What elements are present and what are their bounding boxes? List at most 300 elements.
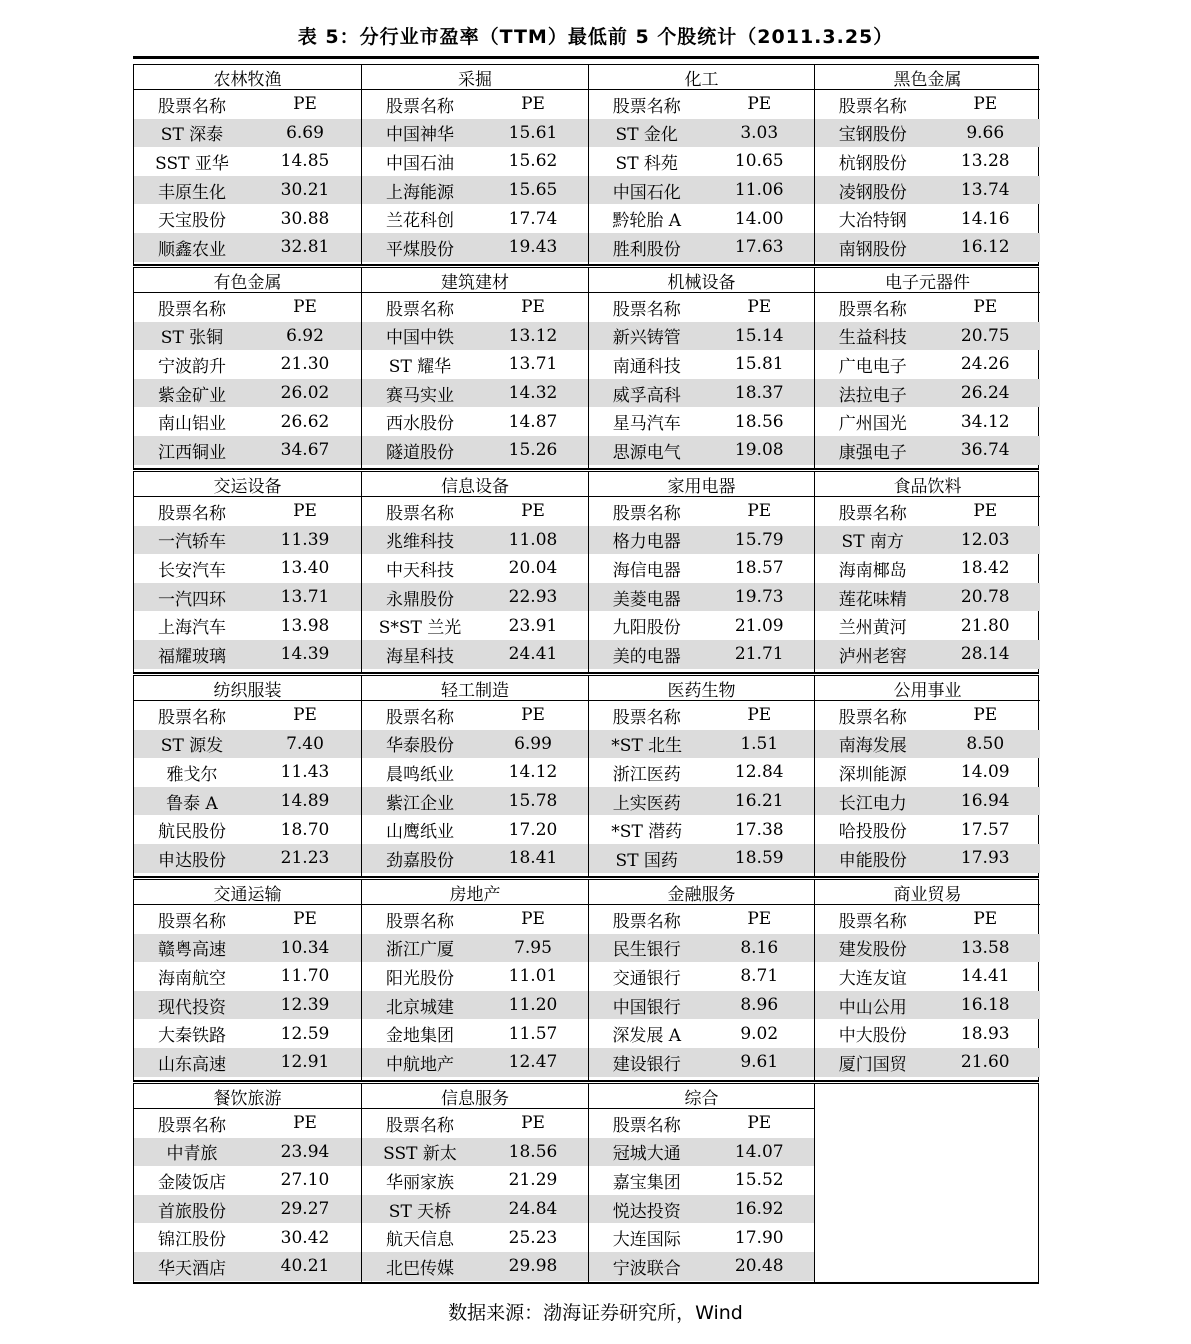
pe-value: 11.08: [508, 529, 558, 550]
pe-value: 11.39: [280, 529, 330, 550]
pe-value: 18.70: [280, 819, 330, 840]
pe-value: 12.84: [734, 762, 784, 783]
table-row: [815, 407, 1040, 436]
stock-name: 江西铜业: [158, 442, 226, 463]
stock-name: 哈投股份: [838, 822, 907, 843]
stock-name-header: 股票名称: [838, 503, 907, 524]
pe-header: PE: [747, 501, 772, 522]
table-row: [362, 233, 588, 262]
stock-name: 南通科技: [612, 356, 681, 377]
pe-value: 18.56: [734, 411, 784, 432]
table-row: [589, 991, 814, 1020]
column-header-row: [134, 905, 361, 934]
industry-panel: [588, 1084, 814, 1282]
stock-name: 中天科技: [386, 560, 454, 581]
stock-name: 永鼎股份: [386, 589, 454, 610]
pe-value: 18.37: [734, 383, 784, 404]
pe-value: 21.80: [960, 615, 1010, 636]
stock-name: SST 亚华: [155, 153, 229, 174]
pe-value: 18.41: [508, 848, 558, 869]
pe-value: 16.92: [734, 1199, 784, 1220]
stock-name: 大秦铁路: [158, 1026, 226, 1047]
stock-name: 晨鸣纸业: [386, 764, 454, 785]
table-row: [362, 119, 588, 148]
pe-value: 17.90: [734, 1227, 784, 1248]
pe-value: 14.32: [508, 383, 558, 404]
table-row: [815, 934, 1040, 963]
table-row: [362, 436, 588, 465]
table-row: [134, 1195, 361, 1224]
stock-name: 首旅股份: [158, 1201, 226, 1222]
table-row: [134, 815, 361, 844]
stock-name: 天宝股份: [158, 211, 226, 232]
industry-panel: [134, 65, 361, 264]
table-row: [134, 204, 361, 233]
table-title: 表 5：分行业市盈率（TTM）最低前 5 个股统计（2011.3.25）: [297, 26, 894, 48]
stock-name: 冠城大通: [612, 1144, 681, 1165]
stock-name: 泸州老窖: [838, 646, 907, 667]
stock-name: 金陵饭店: [158, 1172, 226, 1193]
stock-name-header: 股票名称: [612, 1115, 681, 1136]
pe-table: [133, 64, 1039, 1284]
pe-value: 15.65: [508, 180, 558, 201]
stock-name: 南山铝业: [158, 414, 226, 435]
table-row: [815, 611, 1040, 640]
industry-name: 采掘: [362, 65, 588, 90]
stock-name: 大冶特钢: [838, 211, 907, 232]
column-header-row: [589, 293, 814, 322]
stock-name-header: 股票名称: [386, 299, 454, 320]
stock-name: S*ST 兰光: [378, 618, 462, 639]
industry-panel: [588, 65, 814, 264]
pe-value: 34.12: [960, 411, 1010, 432]
pe-value: 18.57: [734, 558, 784, 579]
pe-value: 3.03: [740, 122, 779, 143]
stock-name-header: 股票名称: [158, 1115, 226, 1136]
stock-name: 凌钢股份: [838, 182, 907, 203]
table-row: [362, 1166, 588, 1195]
stock-name: 现代投资: [158, 997, 226, 1018]
stock-name: 锦江股份: [158, 1230, 226, 1251]
table-row: [589, 1138, 814, 1167]
industry-panel: [361, 676, 588, 876]
pe-header: PE: [747, 705, 772, 726]
stock-name: 建设银行: [612, 1054, 681, 1075]
stock-name: 美菱电器: [612, 589, 681, 610]
table-row: [134, 1019, 361, 1048]
table-row: [589, 204, 814, 233]
table-row: [362, 350, 588, 379]
pe-value: 14.39: [280, 644, 330, 665]
pe-value: 12.39: [280, 995, 330, 1016]
column-header-row: [589, 1109, 814, 1138]
pe-value: 19.08: [734, 440, 784, 461]
stock-name: ST 南方: [841, 532, 904, 553]
table-row: [134, 436, 361, 465]
stock-name: 浙江医药: [612, 764, 681, 785]
pe-value: 18.59: [734, 848, 784, 869]
industry-name: 餐饮旅游: [134, 1084, 361, 1109]
industry-panel: [814, 472, 1040, 672]
stock-name: 深发展 A: [612, 1026, 682, 1047]
pe-value: 11.70: [280, 966, 330, 987]
table-row: [815, 962, 1040, 991]
column-header-row: [362, 701, 588, 730]
table-row: [362, 554, 588, 583]
industry-name: 化工: [589, 65, 814, 90]
pe-header: PE: [293, 705, 317, 726]
table-row: [815, 436, 1040, 465]
pe-value: 13.40: [280, 558, 330, 579]
stock-name: SST 新太: [383, 1144, 457, 1165]
stock-name: 新兴铸管: [612, 328, 681, 349]
pe-value: 30.42: [280, 1227, 330, 1248]
table-row: [362, 526, 588, 555]
table-row: [815, 583, 1040, 612]
column-header-row: [134, 701, 361, 730]
stock-name: 法拉电子: [838, 385, 907, 406]
table-row: [362, 962, 588, 991]
pe-value: 15.61: [508, 122, 558, 143]
stock-name-header: 股票名称: [838, 299, 907, 320]
table-row: [589, 554, 814, 583]
column-header-row: [134, 90, 361, 119]
stock-name: 航天信息: [386, 1230, 454, 1251]
table-row: [134, 1166, 361, 1195]
stock-name-header: 股票名称: [158, 707, 226, 728]
table-row: [815, 379, 1040, 408]
table-row: [589, 119, 814, 148]
stock-name: 广州国光: [838, 414, 907, 435]
stock-name: 上实医药: [612, 793, 681, 814]
pe-value: 17.93: [960, 848, 1010, 869]
stock-name: 北京城建: [386, 997, 454, 1018]
stock-name: 浙江广厦: [386, 940, 454, 961]
stock-name: 北巴传媒: [386, 1258, 454, 1279]
stock-name: 格力电器: [612, 532, 681, 553]
stock-name: 宁波韵升: [158, 356, 226, 377]
table-row: [134, 611, 361, 640]
pe-value: 10.65: [734, 151, 784, 172]
table-row: [134, 583, 361, 612]
table-row: [589, 844, 814, 873]
table-row: [589, 407, 814, 436]
stock-name: 胜利股份: [612, 239, 681, 260]
stock-name: ST 源发: [160, 736, 224, 757]
pe-value: 21.30: [280, 354, 330, 375]
industry-name: 纺织服装: [134, 676, 361, 701]
pe-value: 13.12: [508, 325, 558, 346]
pe-value: 29.27: [280, 1199, 330, 1220]
pe-value: 22.93: [508, 587, 558, 608]
pe-value: 29.98: [508, 1256, 558, 1277]
stock-name: 顺鑫农业: [158, 239, 226, 260]
stock-name-header: 股票名称: [158, 503, 226, 524]
table-row: [589, 1223, 814, 1252]
pe-value: 7.40: [286, 733, 324, 754]
table-row: [362, 1223, 588, 1252]
table-row: [134, 758, 361, 787]
pe-value: 24.41: [508, 644, 558, 665]
table-row: [815, 1048, 1040, 1077]
stock-name: 鲁泰 A: [166, 793, 218, 814]
industry-name: 电子元器件: [815, 268, 1040, 293]
pe-value: 17.74: [508, 208, 558, 229]
pe-value: 36.74: [960, 440, 1010, 461]
pe-value: 14.16: [960, 208, 1010, 229]
table-row: [134, 233, 361, 262]
table-row: [362, 611, 588, 640]
stock-name: 海南椰岛: [838, 560, 907, 581]
stock-name: 宁波联合: [612, 1258, 681, 1279]
pe-value: 18.42: [960, 558, 1010, 579]
pe-value: 12.59: [280, 1023, 330, 1044]
pe-value: 15.78: [508, 791, 558, 812]
pe-header: PE: [521, 705, 545, 726]
pe-value: 30.21: [280, 180, 330, 201]
table-row: [589, 611, 814, 640]
stock-name: 中大股份: [838, 1026, 907, 1047]
industry-panel: [134, 1084, 361, 1282]
table-row: [362, 730, 588, 759]
table-row: [134, 119, 361, 148]
stock-name: 兆维科技: [386, 532, 454, 553]
pe-value: 1.51: [740, 733, 779, 754]
table-row: [815, 554, 1040, 583]
stock-name-header: 股票名称: [612, 707, 681, 728]
pe-header: PE: [973, 909, 998, 930]
pe-value: 32.81: [280, 237, 330, 258]
column-header-row: [815, 293, 1040, 322]
table-row: [362, 844, 588, 873]
industry-panel: [814, 676, 1040, 876]
pe-value: 23.94: [280, 1141, 330, 1162]
stock-name: 西水股份: [386, 414, 454, 435]
pe-value: 6.69: [286, 122, 324, 143]
table-row: [815, 322, 1040, 351]
industry-block: [133, 880, 1039, 1080]
table-row: [589, 233, 814, 262]
industry-panel: [814, 1084, 1040, 1282]
column-header-row: [362, 90, 588, 119]
stock-name: *ST 潜药: [611, 822, 683, 843]
table-row: [134, 176, 361, 205]
table-row: [362, 640, 588, 669]
table-row: [589, 1019, 814, 1048]
stock-name: 海星科技: [386, 646, 454, 667]
pe-value: 16.94: [960, 791, 1010, 812]
industry-name: 家用电器: [589, 472, 814, 497]
stock-name: 厦门国贸: [838, 1054, 907, 1075]
industry-name: 公用事业: [815, 676, 1040, 701]
industry-block: [133, 64, 1039, 264]
pe-value: 15.26: [508, 440, 558, 461]
pe-value: 10.34: [280, 937, 330, 958]
table-row: [815, 204, 1040, 233]
pe-value: 17.57: [960, 819, 1010, 840]
table-row: [589, 1195, 814, 1224]
stock-name: 杭钢股份: [838, 153, 907, 174]
stock-name: 阳光股份: [386, 968, 454, 989]
table-row: [815, 350, 1040, 379]
table-row: [134, 991, 361, 1020]
industry-name: 房地产: [362, 880, 588, 905]
stock-name: 中国石油: [386, 153, 454, 174]
stock-name: ST 科苑: [615, 153, 678, 174]
table-row: [134, 526, 361, 555]
stock-name: 兰花科创: [386, 211, 454, 232]
industry-block: [133, 268, 1039, 468]
column-header-row: [362, 497, 588, 526]
industry-name: 农林牧渔: [134, 65, 361, 90]
industry-block: [133, 472, 1039, 672]
pe-value: 18.93: [960, 1023, 1010, 1044]
industry-name: 机械设备: [589, 268, 814, 293]
stock-name: 广电电子: [838, 356, 907, 377]
stock-name: 华泰股份: [386, 736, 454, 757]
pe-value: 17.63: [734, 237, 784, 258]
pe-value: 12.47: [508, 1052, 558, 1073]
table-row: [589, 176, 814, 205]
pe-header: PE: [293, 1113, 317, 1134]
industry-panel: [588, 268, 814, 468]
stock-name: 紫江企业: [386, 793, 454, 814]
pe-value: 15.81: [734, 354, 784, 375]
pe-value: 8.71: [740, 966, 779, 987]
industry-panel: [361, 1084, 588, 1282]
pe-value: 17.38: [734, 819, 784, 840]
stock-name: 中青旅: [166, 1144, 218, 1165]
stock-name-header: 股票名称: [612, 299, 681, 320]
table-row: [815, 815, 1040, 844]
stock-name: 申达股份: [158, 850, 226, 871]
table-row: [589, 1166, 814, 1195]
stock-name: 赣粤高速: [158, 940, 226, 961]
table-row: [134, 1048, 361, 1077]
pe-value: 14.85: [280, 151, 330, 172]
pe-value: 26.62: [280, 411, 330, 432]
pe-value: 24.26: [960, 354, 1010, 375]
stock-name: 交通银行: [612, 968, 681, 989]
stock-name: 黔轮胎 A: [612, 211, 682, 232]
pe-value: 28.14: [960, 644, 1010, 665]
industry-name: 综合: [589, 1084, 814, 1109]
pe-value: 15.14: [734, 325, 784, 346]
pe-header: PE: [521, 297, 545, 318]
pe-value: 20.78: [960, 587, 1010, 608]
pe-header: PE: [293, 909, 317, 930]
table-row: [589, 1252, 814, 1281]
pe-value: 15.62: [508, 151, 558, 172]
pe-value: 17.20: [508, 819, 558, 840]
stock-name: *ST 北生: [611, 736, 683, 757]
pe-value: 9.02: [740, 1023, 779, 1044]
industry-name: 有色金属: [134, 268, 361, 293]
pe-value: 21.09: [734, 615, 784, 636]
column-header-row: [815, 701, 1040, 730]
table-row: [362, 934, 588, 963]
table-row: [134, 844, 361, 873]
stock-name: 生益科技: [838, 328, 907, 349]
stock-name: 深圳能源: [838, 764, 907, 785]
table-row: [589, 730, 814, 759]
column-header-row: [815, 497, 1040, 526]
table-row: [134, 1138, 361, 1167]
table-row: [362, 1138, 588, 1167]
pe-value: 19.43: [508, 237, 558, 258]
stock-name: 福耀玻璃: [158, 646, 226, 667]
pe-value: 11.57: [508, 1023, 558, 1044]
table-row: [815, 730, 1040, 759]
table-row: [815, 991, 1040, 1020]
table-row: [362, 787, 588, 816]
pe-value: 8.50: [966, 733, 1005, 754]
source-note: 数据来源：渤海证券研究所，Wind: [448, 1302, 743, 1324]
industry-panel: [134, 268, 361, 468]
table-row: [815, 1019, 1040, 1048]
stock-name: 建发股份: [838, 940, 907, 961]
pe-value: 13.98: [280, 615, 330, 636]
column-header-row: [589, 905, 814, 934]
stock-name: 一汽轿车: [158, 532, 226, 553]
pe-value: 30.88: [280, 208, 330, 229]
stock-name: 美的电器: [612, 646, 681, 667]
stock-name: 民生银行: [612, 940, 681, 961]
pe-value: 11.06: [734, 180, 784, 201]
table-row: [134, 322, 361, 351]
column-header-row: [815, 905, 1040, 934]
pe-value: 14.87: [508, 411, 558, 432]
industry-name: 黑色金属: [815, 65, 1040, 90]
stock-name: 大连国际: [612, 1230, 681, 1251]
table-row: [815, 787, 1040, 816]
table-row: [589, 583, 814, 612]
pe-value: 6.99: [514, 733, 552, 754]
column-header-row: [362, 1109, 588, 1138]
table-row: [362, 379, 588, 408]
stock-name: 大连友谊: [838, 968, 907, 989]
industry-panel: [134, 880, 361, 1080]
stock-name: 海信电器: [612, 560, 681, 581]
pe-header: PE: [521, 501, 545, 522]
industry-name: 轻工制造: [362, 676, 588, 701]
table-row: [134, 962, 361, 991]
pe-value: 8.96: [740, 995, 779, 1016]
industry-name: 建筑建材: [362, 268, 588, 293]
pe-value: 14.12: [508, 762, 558, 783]
table-row: [362, 1195, 588, 1224]
stock-name-header: 股票名称: [158, 911, 226, 932]
table-row: [589, 815, 814, 844]
industry-panel: [361, 880, 588, 1080]
table-row: [134, 640, 361, 669]
pe-value: 20.75: [960, 325, 1010, 346]
stock-name: 上海能源: [386, 182, 454, 203]
pe-header: PE: [293, 94, 317, 115]
industry-panel: [361, 268, 588, 468]
stock-name: 金地集团: [386, 1026, 454, 1047]
industry-name: 信息服务: [362, 1084, 588, 1109]
industry-name: 交运设备: [134, 472, 361, 497]
pe-value: 15.79: [734, 529, 784, 550]
stock-name-header: 股票名称: [386, 1115, 454, 1136]
pe-header: PE: [747, 1113, 772, 1134]
table-row: [815, 147, 1040, 176]
table-row: [134, 379, 361, 408]
pe-value: 14.09: [960, 762, 1010, 783]
pe-value: 16.21: [734, 791, 784, 812]
industry-name: 交通运输: [134, 880, 361, 905]
